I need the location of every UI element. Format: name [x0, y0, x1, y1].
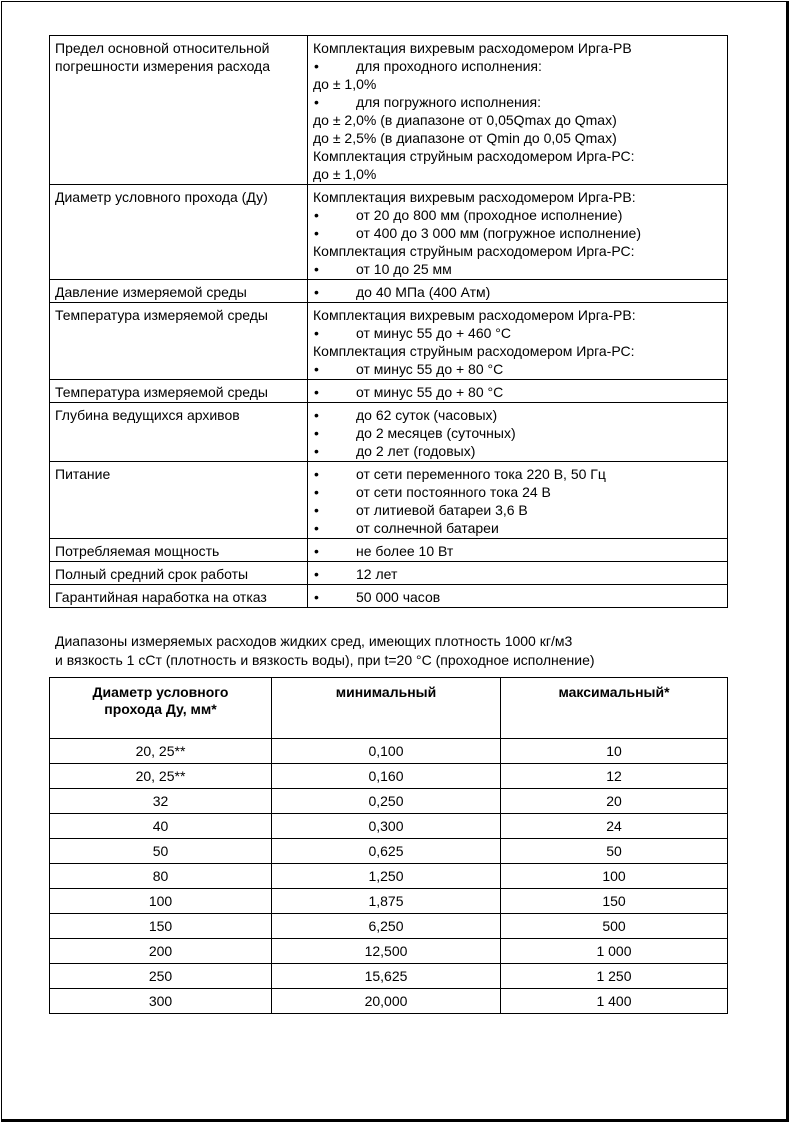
- spec-value: [308, 562, 728, 585]
- cell-maximum: 12: [501, 764, 728, 789]
- spec-bullet-line: [313, 206, 722, 224]
- bullet-icon: •: [314, 284, 319, 300]
- spec-line-text: Комплектация струйным расходомером Ирга-РС:: [313, 243, 635, 259]
- bullet-icon: •: [314, 361, 319, 377]
- cell-maximum: 1 400: [501, 989, 728, 1014]
- spec-label: Потребляемая мощность: [50, 539, 308, 562]
- cell-diameter: 100: [50, 889, 272, 914]
- bullet-icon: •: [314, 520, 319, 536]
- spec-line-text: от 20 до 800 мм (проходное исполнение): [356, 207, 623, 223]
- bullet-icon: •: [314, 207, 319, 223]
- spec-bullet-line: [313, 360, 722, 378]
- spec-label: Питание: [50, 462, 308, 539]
- spec-line-text: 50 000 часов: [356, 589, 441, 605]
- spec-label: Гарантийная наработка на отказ: [50, 585, 308, 608]
- spec-line-text: от сети переменного тока 220 В, 50 Гц: [356, 466, 606, 482]
- bullet-icon: •: [314, 407, 319, 423]
- table-row: [50, 989, 728, 1014]
- range-table-caption: [55, 632, 595, 670]
- spec-bullet-line: [313, 324, 722, 342]
- spec-row: [50, 562, 728, 585]
- cell-maximum: 10: [501, 739, 728, 764]
- bullet-icon: •: [314, 484, 319, 500]
- cell-maximum: 24: [501, 814, 728, 839]
- bullet-icon: •: [314, 543, 319, 559]
- bullet-icon: •: [314, 466, 319, 482]
- spec-row: [50, 539, 728, 562]
- spec-bullet-line: [313, 565, 722, 583]
- spec-line-text: до 2 месяцев (суточных): [356, 425, 516, 441]
- spec-label: Температура измеряемой среды: [50, 303, 308, 380]
- spec-bullet-line: [313, 93, 722, 111]
- header-diameter: Диаметр условного прохода Ду, мм*: [50, 678, 272, 739]
- spec-line-text: от минус 55 до + 460 °С: [356, 325, 512, 341]
- spec-bullet-line: [313, 542, 722, 560]
- bullet-icon: •: [314, 225, 319, 241]
- spec-row: [50, 36, 728, 185]
- cell-maximum: 500: [501, 914, 728, 939]
- spec-bullet-line: [313, 260, 722, 278]
- table-row: [50, 939, 728, 964]
- spec-row: [50, 462, 728, 539]
- specifications-table: [49, 35, 728, 608]
- bullet-icon: •: [314, 58, 319, 74]
- spec-line-text: до ± 1,0%: [313, 166, 377, 182]
- table-row: [50, 764, 728, 789]
- spec-bullet-line: [313, 483, 722, 501]
- caption-line-1: Диапазоны измеряемых расходов жидких сред, имеющих плотность 1000 кг/м3: [55, 633, 573, 649]
- table-row: [50, 789, 728, 814]
- cell-diameter: 300: [50, 989, 272, 1014]
- spec-line-text: от 400 до 3 000 мм (погружное исполнение): [356, 225, 641, 241]
- header-maximum: максимальный*: [501, 678, 728, 739]
- spec-bullet-line: [313, 588, 722, 606]
- cell-diameter: 150: [50, 914, 272, 939]
- cell-maximum: 1 250: [501, 964, 728, 989]
- spec-line-text: от минус 55 до + 80 °С: [356, 361, 504, 377]
- cell-diameter: 20, 25**: [50, 739, 272, 764]
- table-row: [50, 739, 728, 764]
- spec-line-text: от минус 55 до + 80 °С: [356, 384, 504, 400]
- spec-label: Полный средний срок работы: [50, 562, 308, 585]
- bullet-icon: •: [314, 589, 319, 605]
- bullet-icon: •: [314, 325, 319, 341]
- spec-line-text: для погружного исполнения:: [356, 94, 542, 110]
- bullet-icon: •: [314, 384, 319, 400]
- cell-minimum: 1,250: [272, 864, 501, 889]
- spec-row: [50, 403, 728, 462]
- spec-value: [308, 585, 728, 608]
- cell-minimum: 0,300: [272, 814, 501, 839]
- cell-diameter: 40: [50, 814, 272, 839]
- spec-line-text: от сети постоянного тока 24 В: [356, 484, 551, 500]
- cell-maximum: 50: [501, 839, 728, 864]
- spec-bullet-line: [313, 501, 722, 519]
- spec-bullet-line: [313, 519, 722, 537]
- table-row: [50, 864, 728, 889]
- cell-minimum: 15,625: [272, 964, 501, 989]
- spec-line-text: Комплектация вихревым расходомером Ирга-РВ:: [313, 189, 636, 205]
- cell-maximum: 150: [501, 889, 728, 914]
- spec-value: [308, 403, 728, 462]
- spec-row: [50, 303, 728, 380]
- spec-value: [308, 303, 728, 380]
- spec-line-text: до 2 лет (годовых): [356, 443, 476, 459]
- bullet-icon: •: [314, 425, 319, 441]
- spec-line-text: для проходного исполнения:: [356, 58, 542, 74]
- spec-bullet-line: [313, 224, 722, 242]
- spec-bullet-line: [313, 424, 722, 442]
- spec-row: [50, 185, 728, 280]
- spec-label: Глубина ведущихся архивов: [50, 403, 308, 462]
- cell-maximum: 20: [501, 789, 728, 814]
- table-row: [50, 964, 728, 989]
- spec-value: [308, 380, 728, 403]
- spec-bullet-line: [313, 283, 722, 301]
- spec-line-text: до ± 2,0% (в диапазоне от 0,05Qmax до Qmax): [313, 112, 617, 128]
- bullet-icon: •: [314, 94, 319, 110]
- cell-minimum: 12,500: [272, 939, 501, 964]
- spec-value: [308, 462, 728, 539]
- range-table-header-row: [50, 678, 728, 739]
- bullet-icon: •: [314, 443, 319, 459]
- spec-row: [50, 280, 728, 303]
- spec-line-text: Комплектация струйным расходомером Ирга-РС:: [313, 343, 635, 359]
- spec-line-text: Комплектация вихревым расходомером Ирга-РВ:: [313, 307, 636, 323]
- spec-line-text: 12 лет: [356, 566, 398, 582]
- cell-minimum: 20,000: [272, 989, 501, 1014]
- table-row: [50, 914, 728, 939]
- spec-line-text: Комплектация струйным расходомером Ирга-РС:: [313, 148, 635, 164]
- spec-label: Давление измеряемой среды: [50, 280, 308, 303]
- spec-value: [308, 36, 728, 185]
- spec-bullet-line: [313, 442, 722, 460]
- bullet-icon: •: [314, 261, 319, 277]
- spec-value: [308, 280, 728, 303]
- spec-line-text: от 10 до 25 мм: [356, 261, 452, 277]
- header-minimum: минимальный: [272, 678, 501, 739]
- cell-diameter: 20, 25**: [50, 764, 272, 789]
- cell-diameter: 200: [50, 939, 272, 964]
- cell-diameter: 50: [50, 839, 272, 864]
- spec-line-text: до 62 суток (часовых): [356, 407, 498, 423]
- spec-line-text: до ± 2,5% (в диапазоне от Qmin до 0,05 Qmax): [313, 130, 617, 146]
- spec-line-text: от солнечной батареи: [356, 520, 499, 536]
- spec-row: [50, 380, 728, 403]
- spec-value: [308, 539, 728, 562]
- spec-line-text: до ± 1,0%: [313, 76, 377, 92]
- spec-label: Диаметр условного прохода (Ду): [50, 185, 308, 280]
- spec-bullet-line: [313, 406, 722, 424]
- table-row: [50, 839, 728, 864]
- cell-diameter: 80: [50, 864, 272, 889]
- table-row: [50, 814, 728, 839]
- cell-diameter: 32: [50, 789, 272, 814]
- cell-minimum: 0,160: [272, 764, 501, 789]
- cell-maximum: 1 000: [501, 939, 728, 964]
- flow-range-table: [49, 677, 728, 1014]
- spec-line-text: не более 10 Вт: [356, 543, 454, 559]
- table-row: [50, 889, 728, 914]
- cell-diameter: 250: [50, 964, 272, 989]
- cell-minimum: 0,100: [272, 739, 501, 764]
- cell-maximum: 100: [501, 864, 728, 889]
- cell-minimum: 1,875: [272, 889, 501, 914]
- spec-bullet-line: [313, 465, 722, 483]
- spec-label: Температура измеряемой среды: [50, 380, 308, 403]
- spec-bullet-line: [313, 57, 722, 75]
- cell-minimum: 6,250: [272, 914, 501, 939]
- spec-value: [308, 185, 728, 280]
- spec-line-text: Комплектация вихревым расходомером Ирга-РВ: [313, 40, 632, 56]
- bullet-icon: •: [314, 566, 319, 582]
- spec-label: Предел основной относительной погрешности измерения расхода: [50, 36, 308, 185]
- spec-bullet-line: [313, 383, 722, 401]
- caption-line-2: и вязкость 1 сСт (плотность и вязкость воды), при t=20 °С (проходное исполнение): [55, 652, 595, 668]
- bullet-icon: •: [314, 502, 319, 518]
- cell-minimum: 0,625: [272, 839, 501, 864]
- spec-line-text: до 40 МПа (400 Атм): [356, 284, 491, 300]
- spec-line-text: от литиевой батареи 3,6 В: [356, 502, 528, 518]
- cell-minimum: 0,250: [272, 789, 501, 814]
- spec-row: [50, 585, 728, 608]
